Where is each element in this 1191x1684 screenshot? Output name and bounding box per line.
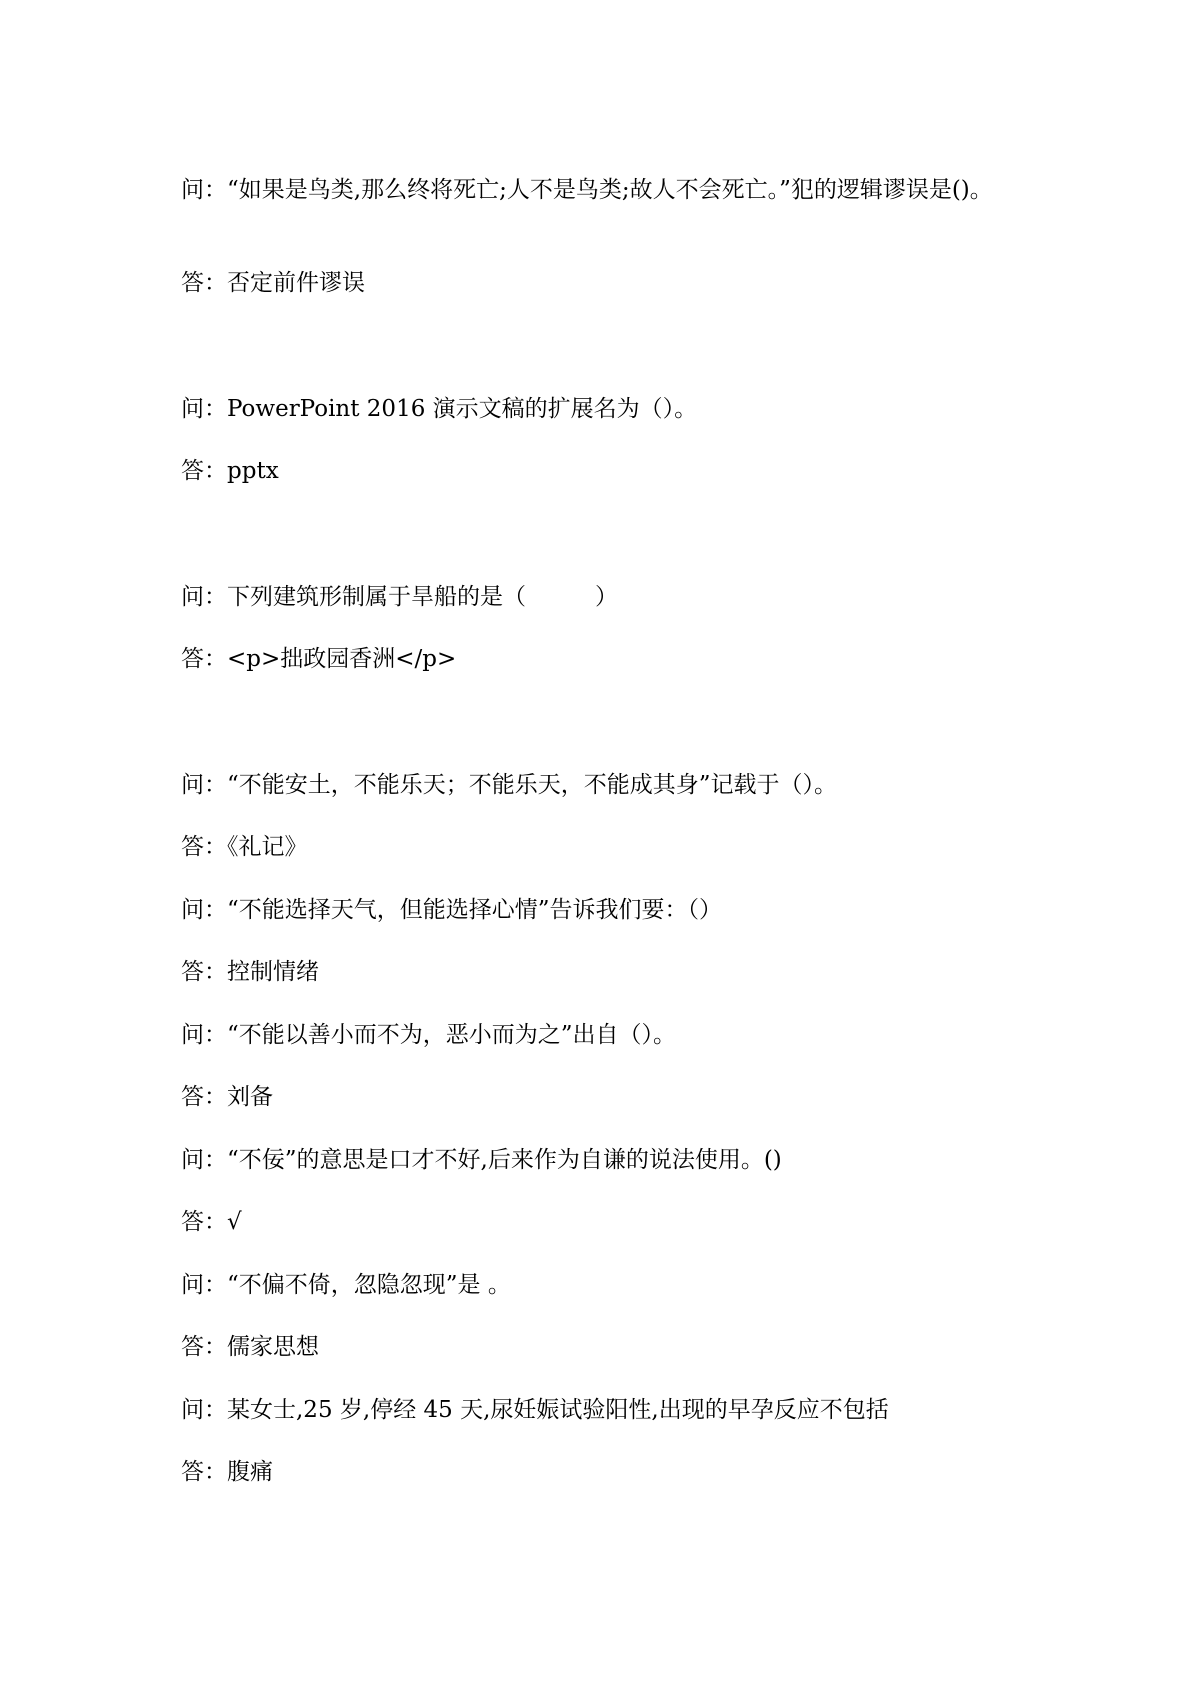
answer-5: 答：控制情绪 [181, 959, 319, 985]
question-6: 问：“不能以善小而不为，恶小而为之”出自（）。 [181, 1022, 677, 1048]
answer-3: 答：<p>拙政园香洲</p> [181, 646, 457, 672]
answer-9: 答：腹痛 [181, 1459, 273, 1485]
question-3: 问：下列建筑形制属于旱船的是（ ） [181, 584, 618, 610]
answer-8: 答：儒家思想 [181, 1334, 319, 1360]
answer-6: 答：刘备 [181, 1084, 273, 1110]
question-4: 问：“不能安土，不能乐天；不能乐天，不能成其身”记载于（）。 [181, 772, 838, 798]
question-9: 问：某女士,25 岁,停经 45 天,尿妊娠试验阳性,出现的早孕反应不包括 [181, 1397, 889, 1423]
answer-7: 答：√ [181, 1209, 242, 1235]
question-8: 问：“不偏不倚，忽隐忽现”是 。 [181, 1272, 511, 1298]
answer-1: 答：否定前件谬误 [181, 270, 365, 296]
question-5: 问：“不能选择天气，但能选择心情”告诉我们要：（） [181, 897, 723, 923]
question-2: 问：PowerPoint 2016 演示文稿的扩展名为（）。 [181, 396, 698, 422]
question-7: 问：“不佞”的意思是口才不好,后来作为自谦的说法使用。() [181, 1147, 782, 1173]
answer-2: 答：pptx [181, 458, 279, 484]
question-1: 问：“如果是鸟类,那么终将死亡;人不是鸟类;故人不会死亡。”犯的逻辑谬误是()。 [181, 177, 993, 203]
answer-4: 答：《礼记》 [181, 834, 308, 860]
